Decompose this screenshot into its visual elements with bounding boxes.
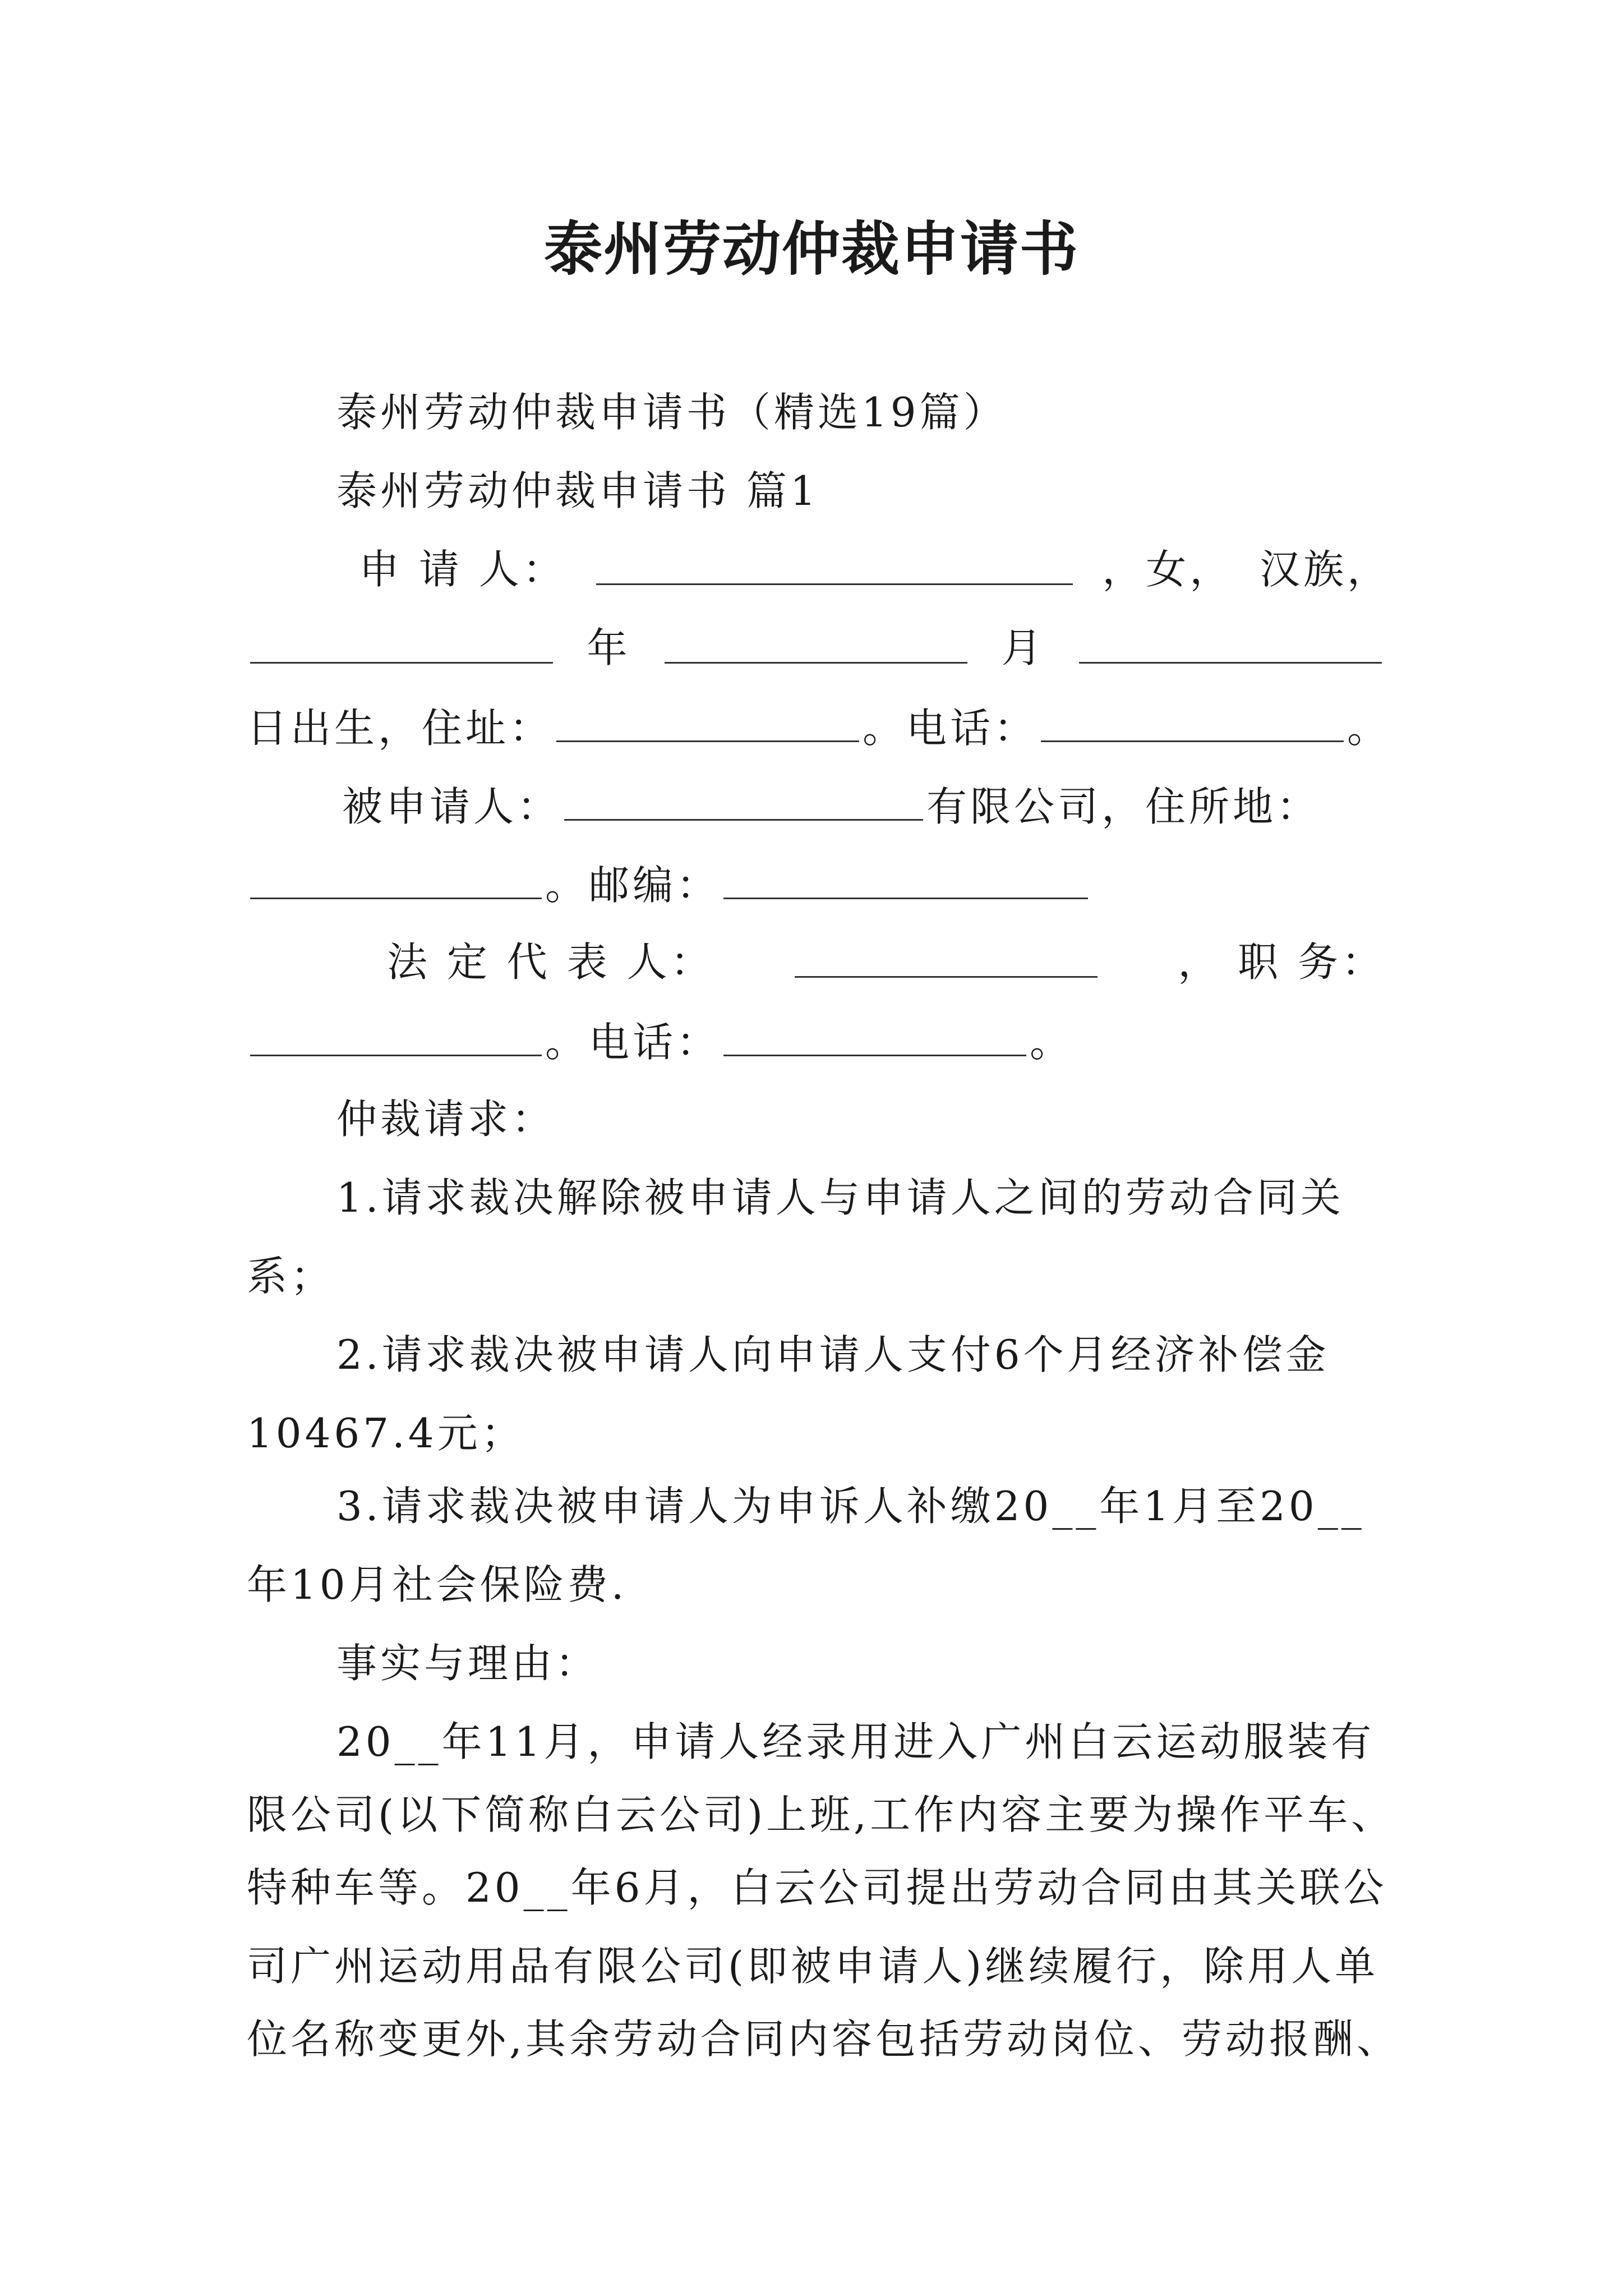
respondent-name-blank [564, 780, 923, 821]
address-phone-line [247, 701, 1391, 753]
applicant-label: 申 请 人： [359, 546, 566, 593]
claim-3-line-2: 年10月社会保险费. [247, 1561, 628, 1608]
legal-rep-phone-line [247, 1015, 1385, 1068]
legal-rep-phone-blank [723, 1015, 1026, 1056]
birth-day-blank [1079, 623, 1382, 664]
applicant-phone-blank [1041, 701, 1344, 742]
month-label: 月 [1001, 624, 1045, 671]
claim-1-line-1: 1.请求裁决解除被申请人与申请人之间的劳动合同关 [336, 1174, 1344, 1221]
applicant-ethnicity: 汉族， [1259, 546, 1391, 593]
legal-rep-position: ， 职 务： [1178, 938, 1385, 986]
claim-3-line-1: 3.请求裁决被申请人为申诉人补缴20__年1月至20__ [336, 1483, 1365, 1530]
birth-year-blank [250, 623, 553, 664]
respondent-company: 有限公司，住所地： [926, 783, 1321, 830]
respondent-address-blank [250, 858, 542, 899]
facts-line-4: 司广州运动用品有限公司(即被申请人)继续履行，除用人单 [247, 1943, 1379, 1990]
legal-rep-label: 法 定 代 表 人： [387, 938, 714, 986]
respondent-label: 被申请人： [342, 783, 561, 830]
position-blank [250, 1015, 542, 1056]
birth-address-label: 日出生，住址： [247, 705, 554, 752]
claim-2-line-2: 10467.4元； [247, 1410, 525, 1457]
facts-line-5: 位名称变更外,其余劳动合同内容包括劳动岗位、劳动报酬、 [247, 2016, 1400, 2063]
facts-line-2: 限公司(以下简称白云公司)上班,工作内容主要为操作平车、 [247, 1791, 1395, 1838]
claim-2-line-1: 2.请求裁决被申请人向申请人支付6个月经济补偿金 [336, 1331, 1330, 1378]
legal-rep-line [387, 937, 1385, 987]
facts-line-1: 20__年11月，申请人经录用进入广州白云运动服装有 [336, 1718, 1375, 1765]
year-label: 年 [587, 624, 631, 671]
respondent-line [342, 780, 1481, 832]
birth-date-line [247, 623, 1385, 673]
applicant-line [359, 544, 1391, 595]
applicant-phone-label: 。电话： [863, 705, 1038, 752]
applicant-name-blank [596, 544, 1073, 585]
legal-rep-phone-label: 。电话： [545, 1019, 721, 1066]
respondent-address-line [247, 858, 1385, 910]
applicant-sex: ，女， [1102, 546, 1234, 593]
claims-heading: 仲裁请求： [336, 1096, 556, 1143]
applicant-end: 。 [1347, 705, 1391, 752]
facts-heading: 事实与理由： [336, 1640, 600, 1687]
legal-rep-blank [795, 937, 1098, 978]
document-title: 泰州劳动仲裁申请书 [543, 214, 1079, 283]
respondent-zip-label: 。邮编： [545, 862, 721, 909]
facts-line-3: 特种车等。20__年6月，白云公司提出劳动合同由其关联公 [247, 1864, 1387, 1911]
section-heading: 泰州劳动仲裁申请书 篇1 [336, 467, 819, 514]
birth-month-blank [665, 623, 967, 664]
address-blank [556, 701, 859, 742]
claim-1-line-2: 系； [247, 1253, 335, 1300]
subtitle: 泰州劳动仲裁申请书（精选19篇） [336, 389, 1007, 436]
respondent-zip-blank [723, 858, 1088, 899]
legal-rep-end: 。 [1030, 1019, 1074, 1066]
